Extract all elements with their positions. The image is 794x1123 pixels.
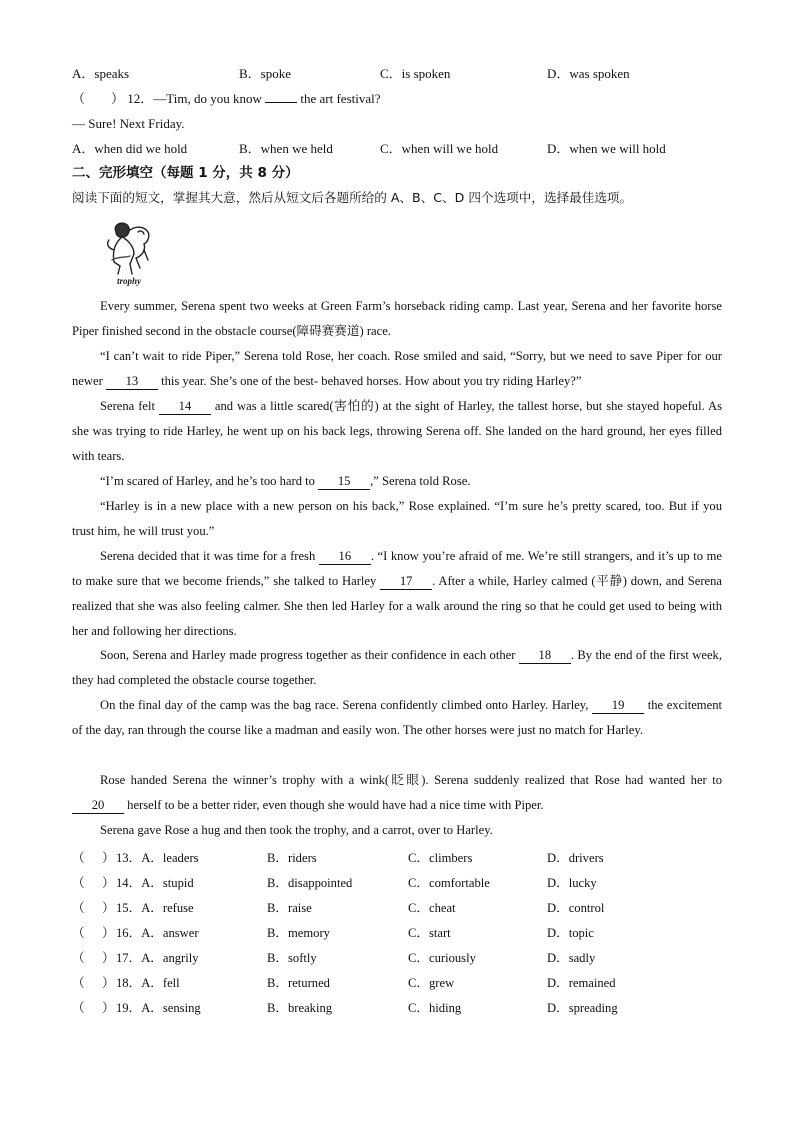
q12-stem [72,90,722,109]
p2-text-b: this year. She’s one of the best- behaved horses. How about you try riding Harley?” [161,374,582,388]
answer-18-b: B．returned [267,976,330,990]
answer-19-d: D．spreading [547,1001,618,1015]
q12-reply: — Sure! Next Friday. [72,116,185,131]
answer-18-a: 18．A．fell [116,976,180,990]
answer-paren-close: ） [102,950,115,965]
passage-paragraph-4 [72,469,722,494]
q11-option-b: B．spoke [239,66,292,81]
answer-paren-open: （ [72,900,85,915]
q12-stem-a: 12．—Tim, do you know [127,91,262,106]
p6-text-a: Serena decided that it was time for a fresh [100,549,316,563]
answer-19-b: B．breaking [267,1001,333,1015]
p2-text-a: “I can’t wait to ride Piper,” Serena told Rose, her coach. Rose smiled and said, “Sorry, but we need to save Piper for our newer [72,349,722,388]
answer-15-d: D．control [547,901,605,915]
blank-15: 15 [318,473,370,490]
answer-paren-open: （ [72,950,85,965]
blank-19: 19 [592,697,644,714]
answer-17-d: D．sadly [547,951,596,965]
q12-stem-b: the art festival? [300,91,381,106]
answer-row-14 [72,872,722,892]
blank-18: 18 [519,647,571,664]
p7-text-b: . By the end of the first week, they had completed the obstacle course together. [72,648,723,687]
answer-row-18 [72,972,722,992]
p7-text-a: Soon, Serena and Harley made progress together as their confidence in each other [100,648,516,662]
blank-13: 13 [106,373,158,390]
answer-paren-close: ） [102,850,115,865]
q11-option-d: D．was spoken [547,66,630,81]
passage-paragraph-1 [72,294,722,344]
answer-paren-open: （ [72,875,85,890]
trophy-caption: trophy [116,276,142,286]
blank-16: 16 [319,548,371,565]
section-instruction: 阅读下面的短文，掌握其大意，然后从短文后各题所给的 A、B、C、D 四个选项中，选择最佳选项。 [72,190,633,205]
answer-paren-close: ） [102,900,115,915]
passage-paragraph-10 [72,818,722,843]
answer-paren-open: （ [72,1000,85,1015]
q12-blank [265,102,297,103]
answer-row-19 [72,997,722,1017]
answer-15-c: C．cheat [408,901,456,915]
p9-text-a: Rose handed Serena the winner’s trophy with a wink(眨眼). Serena suddenly realized that Rose had wanted her to [100,773,722,787]
answer-19-a: 19．A．sensing [116,1001,201,1015]
answer-14-b: B．disappointed [267,876,353,890]
passage-paragraph-6 [72,544,722,644]
p3-text-a: Serena felt [100,399,155,413]
q12-option-c: C．when will we hold [380,141,499,156]
answer-paren-close: ） [102,1000,115,1015]
p4-text-a: “I’m scared of Harley, and he’s too hard to [100,474,315,488]
blank-20: 20 [72,797,124,814]
answer-row-15 [72,897,722,917]
answer-14-d: D．lucky [547,876,597,890]
answer-13-a: 13．A．leaders [116,851,199,865]
answer-row-16 [72,922,722,942]
q12-option-d: D．when we will hold [547,141,666,156]
p3-text-b: and was a little scared(害怕的) at the sight of Harley, the tallest horse, but she stayed hopeful. As she was trying to ride Harley, he went up on his back legs, throwing Serena off. She landed on the hard ground, her eyes filled with tears. [72,399,722,463]
p6-text-b: . “I know you’re afraid of me. We’re still strangers, and it’s up to me to make sure that we become friends,” she talked to Harley [72,549,722,588]
answer-row-17 [72,947,722,967]
blank-14: 14 [159,398,211,415]
answer-paren-close: ） [102,875,115,890]
answer-17-b: B．softly [267,951,317,965]
blank-17: 17 [380,573,432,590]
answer-paren-close: ） [102,925,115,940]
passage-paragraph-3 [72,394,722,469]
answer-15-a: 15．A．refuse [116,901,194,915]
answer-16-a: 16．A．answer [116,926,199,940]
p8-text-a: On the final day of the camp was the bag race. Serena confidently climbed onto Harley. Harley, [100,698,589,712]
passage-paragraph-7 [72,643,722,693]
answer-14-a: 14．A．stupid [116,876,194,890]
section-title: 二、完形填空（每题 1 分，共 8 分） [72,165,299,181]
answer-17-a: 17．A．angrily [116,951,199,965]
p1-text: Every summer, Serena spent two weeks at Green Farm’s horseback riding camp. Last year, Serena and her favorite horse Piper finished second in the obstacle course(障碍赛赛道) race. [72,299,722,338]
answer-13-d: D．drivers [547,851,604,865]
passage-paragraph-5 [72,494,722,544]
answer-paren-open: （ [72,925,85,940]
p4-text-b: ,” Serena told Rose. [370,474,471,488]
trophy-illustration [100,220,158,288]
answer-15-b: B．raise [267,901,312,915]
answer-paren-open: （ [72,975,85,990]
passage-paragraph-9 [72,768,722,818]
q12-paren: （ ） [72,92,125,107]
answer-16-b: B．memory [267,926,330,940]
answer-row-13 [72,847,722,867]
answer-13-c: C．climbers [408,851,473,865]
q11-option-a: A．speaks [72,66,130,81]
p8-text-b: the excitement of the day, ran through the course like a madman and easily won. The other horses were just no match for Harley. [72,698,722,737]
answer-19-c: C．hiding [408,1001,462,1015]
answer-17-c: C．curiously [408,951,476,965]
p9-text-b: herself to be a better rider, even though she would have had a nice time with Piper. [127,798,544,812]
q12-option-b: B．when we held [239,141,333,156]
q11-option-c: C．is spoken [380,66,451,81]
p6-text-c: . After a while, Harley calmed (平静) down, and Serena realized that she was also feeling calmer. She then led Harley for a walk around the ring so that he could get used to being with her and following her directions. [72,574,722,638]
answer-14-c: C．comfortable [408,876,490,890]
passage-paragraph-2 [72,344,722,394]
p5-text: “Harley is in a new place with a new person on his back,” Rose explained. “I’m sure he’s pretty scared, too. But if you trust him, he will trust you.” [72,499,722,538]
answer-18-c: C．grew [408,976,455,990]
answer-paren-close: ） [102,975,115,990]
passage-paragraph-8 [72,693,722,743]
answer-16-d: D．topic [547,926,594,940]
answer-18-d: D．remained [547,976,616,990]
answer-13-b: B．riders [267,851,317,865]
p10-text: Serena gave Rose a hug and then took the trophy, and a carrot, over to Harley. [100,823,493,837]
answer-paren-open: （ [72,850,85,865]
q12-option-a: A．when did we hold [72,141,188,156]
answer-16-c: C．start [408,926,451,940]
